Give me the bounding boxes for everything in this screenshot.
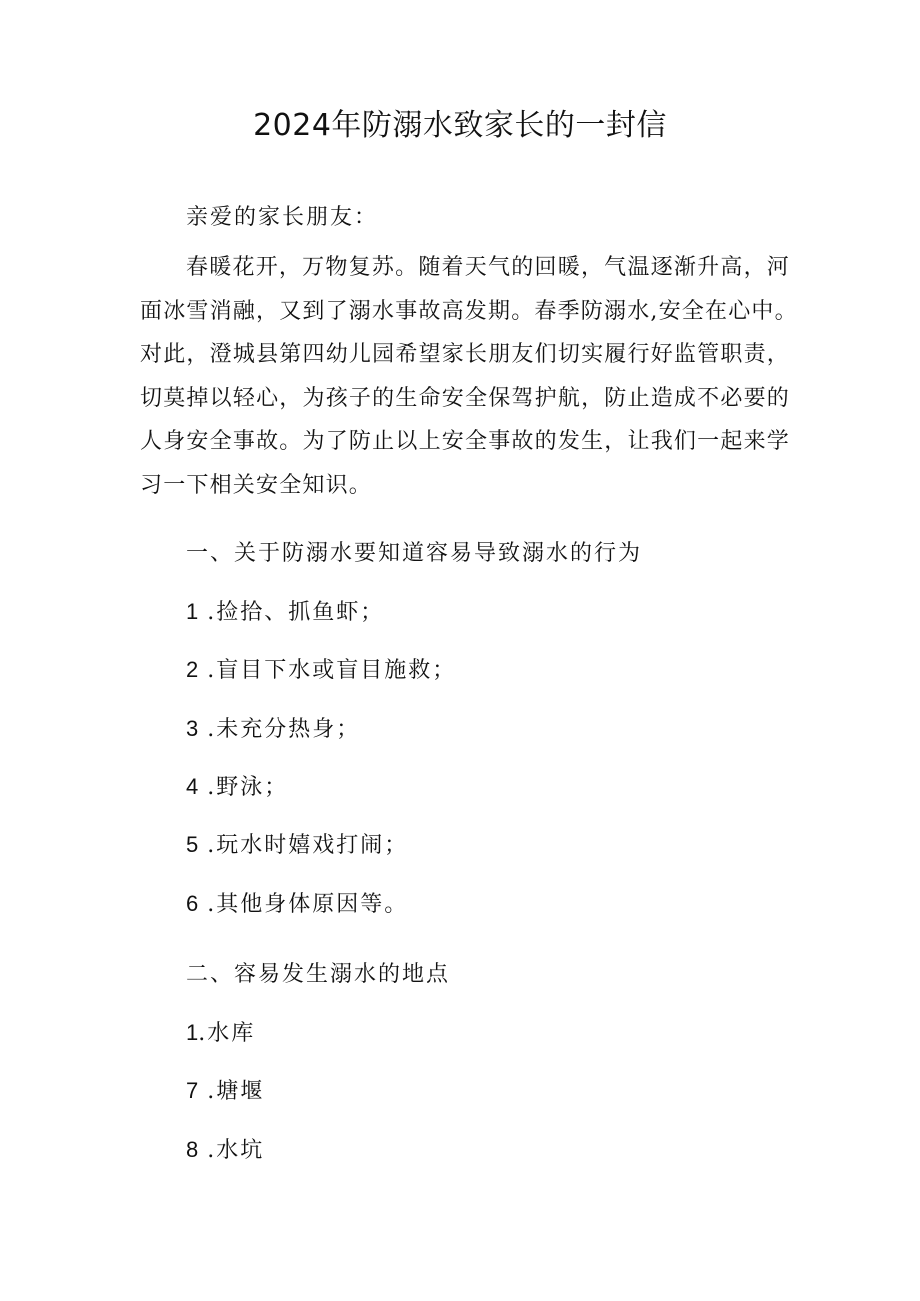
item-text: .未充分热身； xyxy=(198,717,361,742)
greeting: 亲爱的家长朋友： xyxy=(186,205,379,230)
intro-paragraph xyxy=(140,246,798,508)
intro-line: 习一下相关安全知识。 xyxy=(140,472,373,498)
list-item xyxy=(186,827,408,864)
item-number: 6 xyxy=(186,891,199,916)
item-number: 5 xyxy=(186,832,199,857)
list-item xyxy=(186,652,456,689)
list-item xyxy=(186,594,384,631)
intro-line: 春暖花开，万物复苏。随着天气的回暖，气温逐渐升高，河 xyxy=(186,255,790,280)
list-item xyxy=(186,1132,264,1169)
section1-heading: 一、关于防溺水要知道容易导致溺水的行为 xyxy=(186,541,643,566)
item-text: .野泳； xyxy=(198,775,289,800)
document-title: 2024年防溺水致家长的一封信 xyxy=(253,108,667,143)
item-text: .其他身体原因等。 xyxy=(198,892,409,917)
item-text: .水坑 xyxy=(198,1138,265,1163)
item-number: 4 xyxy=(186,774,199,799)
item-number: 1 xyxy=(186,1020,199,1045)
item-number: 1 xyxy=(186,599,199,624)
list-item xyxy=(186,1073,264,1110)
intro-line: 对此，澄城县第四幼儿园希望家长朋友们切实履行好监管职责， xyxy=(140,342,790,368)
intro-line: 面冰雪消融，又到了溺水事故高发期。春季防溺水,安全在心中。 xyxy=(140,298,798,324)
item-text: .捡拾、抓鱼虾； xyxy=(198,600,385,625)
section2-heading: 二、容易发生溺水的地点 xyxy=(186,962,451,987)
item-number: 2 xyxy=(186,657,199,682)
list-item xyxy=(186,886,408,923)
intro-line: 切莫掉以轻心，为孩子的生命安全保驾护航，防止造成不必要的 xyxy=(140,385,790,411)
list-item xyxy=(186,1015,255,1052)
item-number: 7 xyxy=(186,1078,199,1103)
item-text: .水库 xyxy=(198,1021,256,1046)
list-item xyxy=(186,769,288,806)
list-item xyxy=(186,711,360,748)
item-number: 3 xyxy=(186,716,199,741)
item-number: 8 xyxy=(186,1137,199,1162)
item-text: .玩水时嬉戏打闹； xyxy=(198,833,409,858)
item-text: .盲目下水或盲目施救； xyxy=(198,658,457,683)
intro-line: 人身安全事故。为了防止以上安全事故的发生，让我们一起来学 xyxy=(140,429,790,455)
item-text: .塘堰 xyxy=(198,1079,265,1104)
